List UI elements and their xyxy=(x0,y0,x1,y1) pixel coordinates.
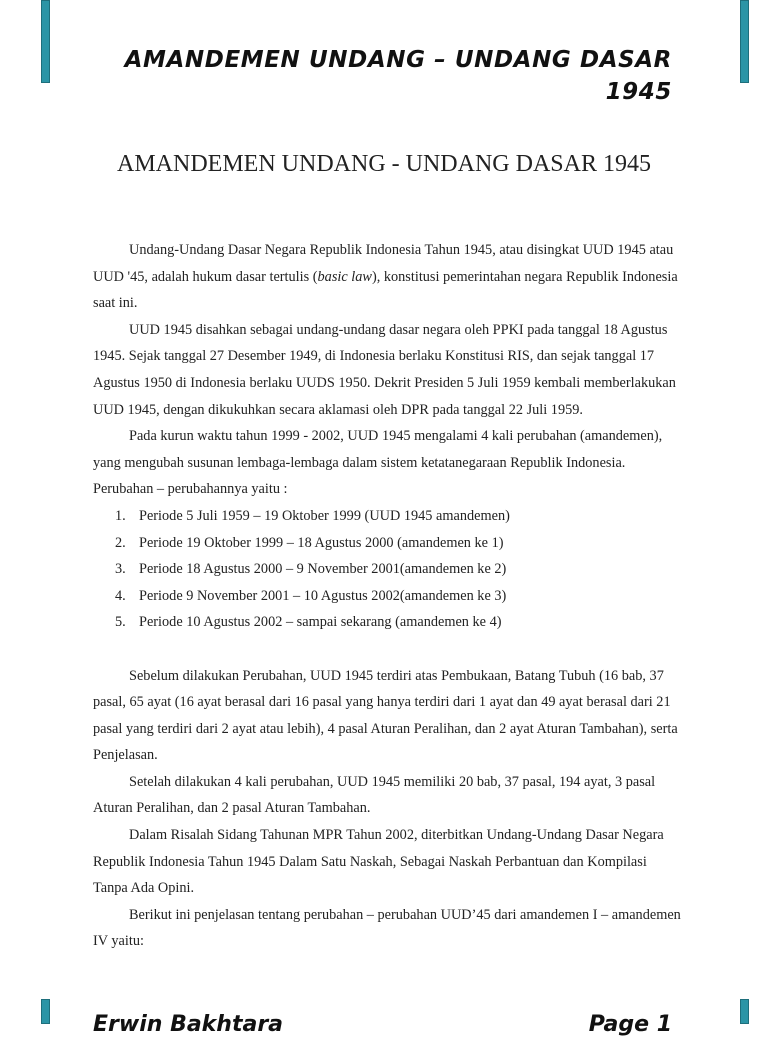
list-item-number: 5. xyxy=(115,614,126,631)
list-item-text: Periode 5 Juli 1959 – 19 Oktober 1999 (UUD 1945 amandemen) xyxy=(139,507,510,524)
paragraph-explanation-intro: Berikut ini penjelasan tentang perubahan – perubahan UUD’45 dari amandemen I – amandemen IV yaitu: xyxy=(93,906,681,950)
paragraph-history: UUD 1945 disahkan sebagai undang-undang dasar negara oleh PPKI pada tanggal 18 Agustus 1945. Sejak tanggal 27 Desember 1949, di Indonesia berlaku Konstitusi RIS, dan sejak tanggal 17 Agustus 1950 di Indonesia berlaku UUDS 1950. Dekrit Presiden 5 Juli 1959 kembali memberlakukan UUD 1945, dengan dikukuhkan secara aklamasi oleh DPR pada tanggal 22 Juli 1959. xyxy=(93,321,676,418)
page-header-title: AMANDEMEN UNDANG – UNDANG DASAR 1945 xyxy=(124,47,672,105)
list-item-text: Periode 10 Agustus 2002 – sampai sekarang (amandemen ke 4) xyxy=(139,614,502,631)
list-item-text: Periode 18 Agustus 2000 – 9 November 2001(amandemen ke 2) xyxy=(139,561,507,578)
list-item-number: 1. xyxy=(115,507,126,524)
footer-author: Erwin Bakhtara xyxy=(93,1012,284,1037)
paragraph-definition-part2: ), konstitusi pemerintahan negara Republik Indonesia saat ini. xyxy=(93,268,678,312)
paragraph-after-amendment: Setelah dilakukan 4 kali perubahan, UUD 1945 memiliki 20 bab, 37 pasal, 194 ayat, 3 pasal Aturan Peralihan, dan 2 pasal Aturan Tambahan. xyxy=(93,773,656,817)
corner-bar-bottom-left xyxy=(41,999,50,1024)
list-item-text: Periode 9 November 2001 – 10 Agustus 2002(amandemen ke 3) xyxy=(139,587,507,604)
footer-page-number: Page 1 xyxy=(588,1012,672,1037)
list-item xyxy=(93,530,683,557)
paragraph-definition xyxy=(93,237,683,317)
list-item xyxy=(93,556,683,583)
list-item-number: 4. xyxy=(115,587,126,604)
corner-bar-top-left xyxy=(41,0,50,83)
period-list xyxy=(93,503,683,636)
paragraph-definition-part1: Undang-Undang Dasar Negara Republik Indonesia Tahun 1945, atau disingkat UUD 1945 atau UUD '45, adalah hukum dasar tertulis ( xyxy=(93,242,674,285)
blank-line xyxy=(93,636,683,663)
paragraph-amendments-intro: Pada kurun waktu tahun 1999 - 2002, UUD 1945 mengalami 4 kali perubahan (amandemen), yang mengubah susunan lembaga-lembaga dalam sistem ketatanegaraan Republik Indonesia. Perubahan – perubahannya yaitu : xyxy=(93,428,663,498)
paragraph-mpr-session: Dalam Risalah Sidang Tahunan MPR Tahun 2002, diterbitkan Undang-Undang Dasar Negara Republik Indonesia Tahun 1945 Dalam Satu Naskah, Sebagai Naskah Perbantuan dan Kompilasi Tanpa Ada Opini. xyxy=(93,827,664,897)
corner-bar-top-right xyxy=(740,0,749,83)
list-item-number: 3. xyxy=(115,561,126,578)
document-body xyxy=(93,237,683,955)
list-item-number: 2. xyxy=(115,534,126,551)
list-item-text: Periode 19 Oktober 1999 – 18 Agustus 2000 (amandemen ke 1) xyxy=(139,534,504,551)
list-item xyxy=(93,609,683,636)
paragraph-before-amendment: Sebelum dilakukan Perubahan, UUD 1945 terdiri atas Pembukaan, Batang Tubuh (16 bab, 37 pasal, 65 ayat (16 ayat berasal dari 16 pasal yang hanya terdiri dari 1 ayat dan 49 ayat berasal dari 21 pasal yang terdiri dari 2 ayat atau lebih), 4 pasal Aturan Peralihan, dan 2 ayat Aturan Tambahan), serta Penjelasan. xyxy=(93,667,678,764)
corner-bar-bottom-right xyxy=(740,999,749,1024)
list-item xyxy=(93,583,683,610)
list-item xyxy=(93,503,683,530)
document-title: AMANDEMEN UNDANG - UNDANG DASAR 1945 xyxy=(117,151,651,177)
basic-law-term: basic law xyxy=(317,268,372,285)
